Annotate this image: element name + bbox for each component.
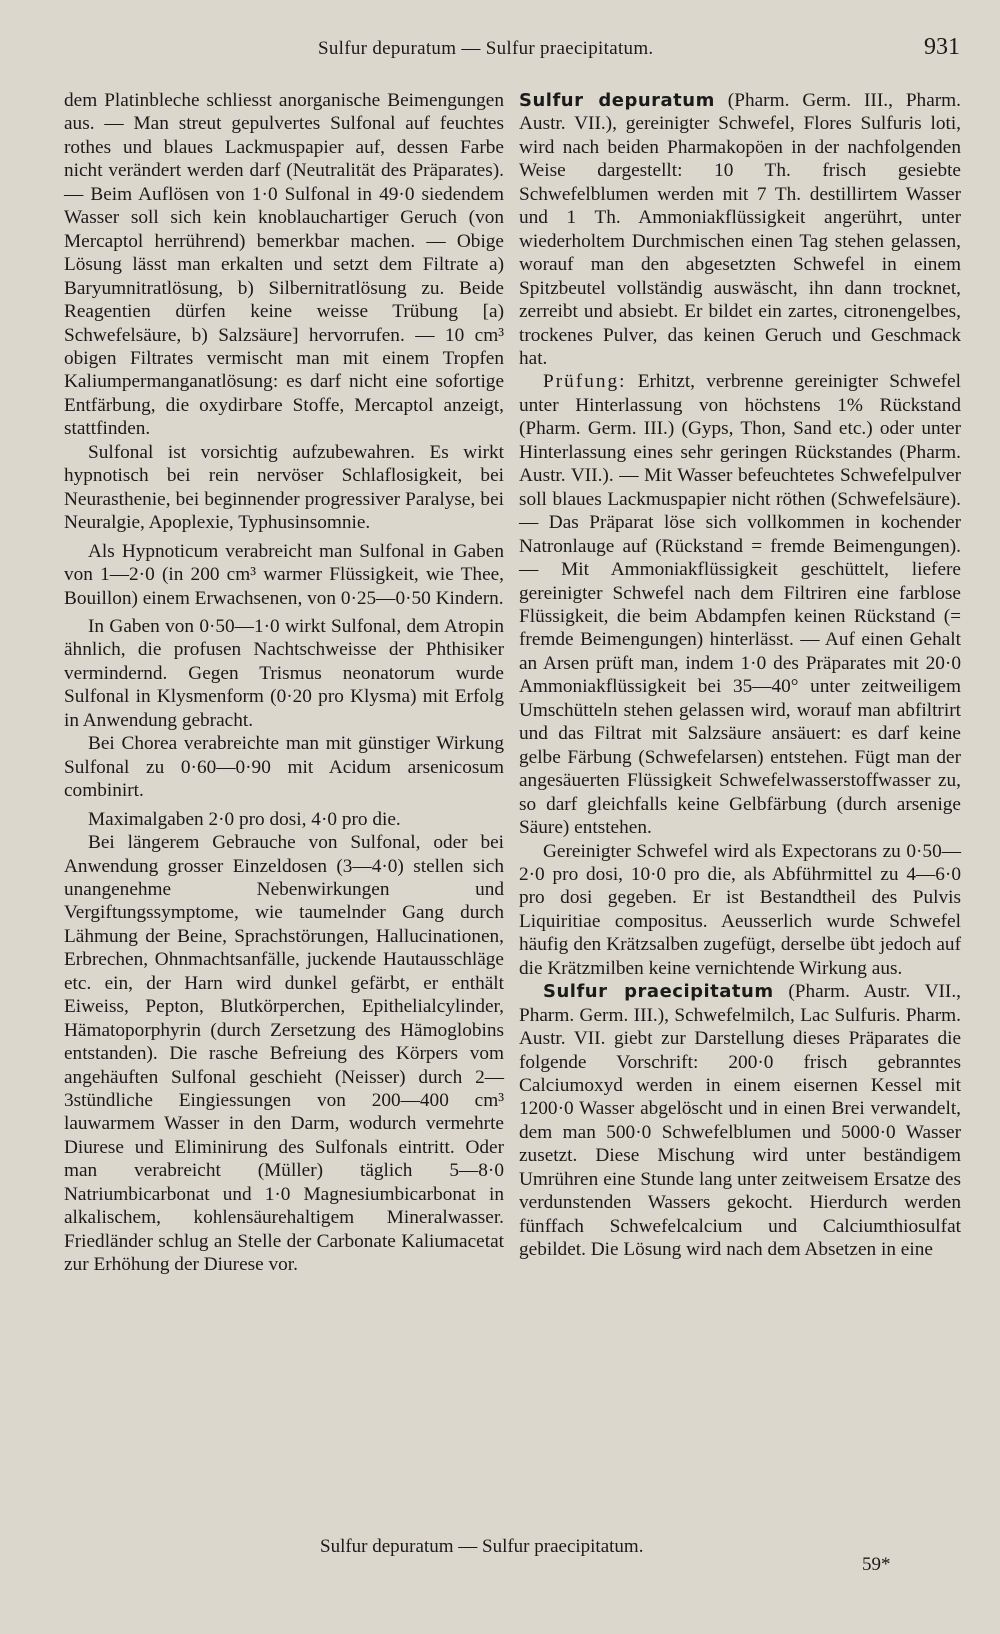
- signature-mark: 59*: [862, 1554, 891, 1575]
- entry-text: Erhitzt, verbrenne gereinigter Schwefel unter Hinterlassung von höchstens 1% Rückstand (Pharm. Germ. III.) (Gyps, Thon, Sand etc.) oder unter Hinterlassung eines sehr geringen Rückstandes (Pharm. Austr. VII.). — Mit Wasser befeuchtetes Schwefelpulver soll blaues Lackmuspapier nicht röthen (Schwefelsäure). — Das Präparat löse sich vollkommen in kochender Natronlauge auf (Rückstand = fremde Beimengungen). — Mit Ammoniakflüssigkeit geschüttelt, liefere gereinigter Schwefel nach dem Filtriren eine farblose Flüssigkeit, die beim Abdampfen keinen Rückstand (= fremde Beimengungen) hinterlässt. — Auf einen Gehalt an Arsen prüft man, indem 1·0 des Präparates mit 20·0 Ammoniakflüssigkeit bei 35—40° unter zeitweiligem Umschütteln stehen gelassen wird, worauf man abfiltrirt und das Filtrat mit Salzsäure ansäuert: es darf keine gelbe Färbung (Schwefelarsen) entstehen. Fügt man der angesäuerten Flüssigkeit Schwefelwasserstoffwasser zu, so darf gleichfalls keine Gelbfärbung (durch arsenige Säure) entstehen.: [519, 371, 961, 839]
- entry-text: (Pharm. Austr. VII., Pharm. Germ. III.), Schwefelmilch, Lac Sulfuris. Pharm. Austr. VII. giebt zur Darstellung dieses Präparates die folgende Vorschrift: 200·0 frisch gebranntes Calciumoxyd werden in einem eisernen Kessel mit 1200·0 Wasser abgelöscht und in einen Brei verwandelt, dem man 500·0 Schwefelblumen und 5000·0 Wasser zusetzt. Diese Mischung wird unter beständigem Umrühren eine Stunde lang unter zeitweisem Ersatze des verdunstenden Wassers gekocht. Hierdurch werden fünffach Schwefelcalcium und Calciumthiosulfat gebildet. Die Lösung wird nach dem Absetzen in eine: [519, 981, 961, 1261]
- headword: Sulfur praecipitatum: [543, 981, 774, 1003]
- paragraph: Maximalgaben 2·0 pro dosi, 4·0 pro die.: [88, 808, 401, 830]
- entry-sulfur-praecipitatum: [519, 980, 961, 1261]
- paragraph: Sulfonal ist vorsichtig aufzubewahren. Es wirkt hypnotisch bei rein nervöser Schlaflosigkeit, bei Neurasthenie, bei beginnender progressiver Paralyse, bei Neuralgie, Apoplexie, Typhusinsomnie.: [64, 441, 504, 534]
- paragraph: Bei Chorea verabreichte man mit günstiger Wirkung Sulfonal zu 0·60—0·90 mit Acidum arsenicosum combinirt.: [64, 733, 504, 802]
- page-number: 931: [924, 34, 960, 60]
- paragraph: [519, 370, 961, 839]
- paragraph: Als Hypnoticum verabreicht man Sulfonal in Gaben von 1—2·0 (in 200 cm³ warmer Flüssigkeit, wie Thee, Bouillon) einem Erwachsenen, von 0·25—0·50 Kindern.: [64, 540, 504, 609]
- footer-running-title: Sulfur depuratum — Sulfur praecipitatum.: [320, 1536, 644, 1557]
- headword: Sulfur depuratum: [519, 90, 715, 111]
- entry-text: (Pharm. Germ. III., Pharm. Austr. VII.), gereinigter Schwefel, Flores Sulfuris loti, wird nach beiden Pharmakopöen in der nachfolgenden Weise dargestellt: 10 Th. frisch gesiebte Schwefelblumen werden mit 7 Th. destillirtem Wasser und 1 Th. Ammoniakflüssigkeit angerührt, unter wiederholtem Durchmischen einen Tag stehen gelassen, worauf man den abgesetzten Schwefel in einem Spitzbeutel vollständig auswäscht, ihn dann trocknet, zerreibt und absiebt. Er bildet ein zartes, citronengelbes, trockenes Pulver, das keinen Geruch und Geschmack hat.: [519, 90, 961, 369]
- paragraph: dem Platinbleche schliesst anorganische Beimengungen aus. — Man streut gepulvertes Sulfonal auf feuchtes rothes und blaues Lackmuspapier auf, dessen Farbe nicht verändert werden darf (Neutralität des Präparates). — Beim Auflösen von 1·0 Sulfonal in 49·0 siedendem Wasser soll sich kein knoblauchartiger Geruch (von Mercaptol herrührend) bemerkbar machen. — Obige Lösung lässt man erkalten und setzt dem Filtrate a) Baryumnitratlösung, b) Silbernitratlösung zu. Beide Reagentien dürfen keine weisse Trübung [a) Schwefelsäure, b) Salzsäure] hervorrufen. — 10 cm³ obigen Filtrates vermischt man mit einem Tropfen Kaliumpermanganatlösung: es darf nicht eine sofortige Entfärbung, die oxydirbare Stoffe, Mercaptol anzeigt, stattfinden.: [64, 90, 504, 440]
- right-column: [519, 89, 961, 1262]
- paragraph: Bei längerem Gebrauche von Sulfonal, oder bei Anwendung grosser Einzeldosen (3—4·0) stellen sich unangenehme Nebenwirkungen und Vergiftungssymptome, wie taumelnder Gang durch Lähmung der Beine, Sprachstörungen, Hallucinationen, Erbrechen, Ohnmachtsanfälle, juckende Hautausschläge etc. ein, der Harn wird dunkel gefärbt, er enthält Eiweiss, Pepton, Blutkörperchen, Epithelialcylinder, Hämatoporphyrin (durch Zersetzung des Hämoglobins entstanden). Die rasche Befreiung des Körpers vom angehäuften Sulfonal geschieht (Neisser) durch 2—3stündliche Eingiessungen von 200—400 cm³ lauwarmem Wasser in den Darm, wodurch vermehrte Diurese und Eliminirung des Sulfonals eintritt. Oder man verabreicht (Müller) täglich 5—8·0 Natriumbicarbonat und 1·0 Magnesiumbicarbonat in alkalischem, kohlensäurehaltigem Mineralwasser. Friedländer schlug an Stelle der Carbonate Kaliumacetat zur Erhöhung der Diurese vor.: [64, 832, 504, 1276]
- paragraph: In Gaben von 0·50—1·0 wirkt Sulfonal, dem Atropin ähnlich, die profusen Nachtschweisse der Phthisiker vermindernd. Gegen Trismus neonatorum wurde Sulfonal in Klysmenform (0·20 pro Klysma) mit Erfolg in Anwendung gebracht.: [64, 615, 504, 731]
- left-column: [64, 89, 504, 1277]
- page-header: [0, 34, 1000, 64]
- paragraph: Gereinigter Schwefel wird als Expectorans zu 0·50—2·0 pro dosi, 10·0 pro die, als Abführmittel zu 4—6·0 pro dosi gegeben. Er ist Bestandtheil des Pulvis Liquiritiae compositus. Aeusserlich wurde Schwefel häufig den Krätzsalben zugefügt, derselbe übt jedoch auf die Krätzmilben keine vernichtende Wirkung aus.: [519, 840, 961, 979]
- running-title: Sulfur depuratum — Sulfur praecipitatum.: [318, 38, 654, 59]
- label-pruefung: Prüfung:: [543, 371, 627, 393]
- entry-sulfur-depuratum: [519, 89, 961, 370]
